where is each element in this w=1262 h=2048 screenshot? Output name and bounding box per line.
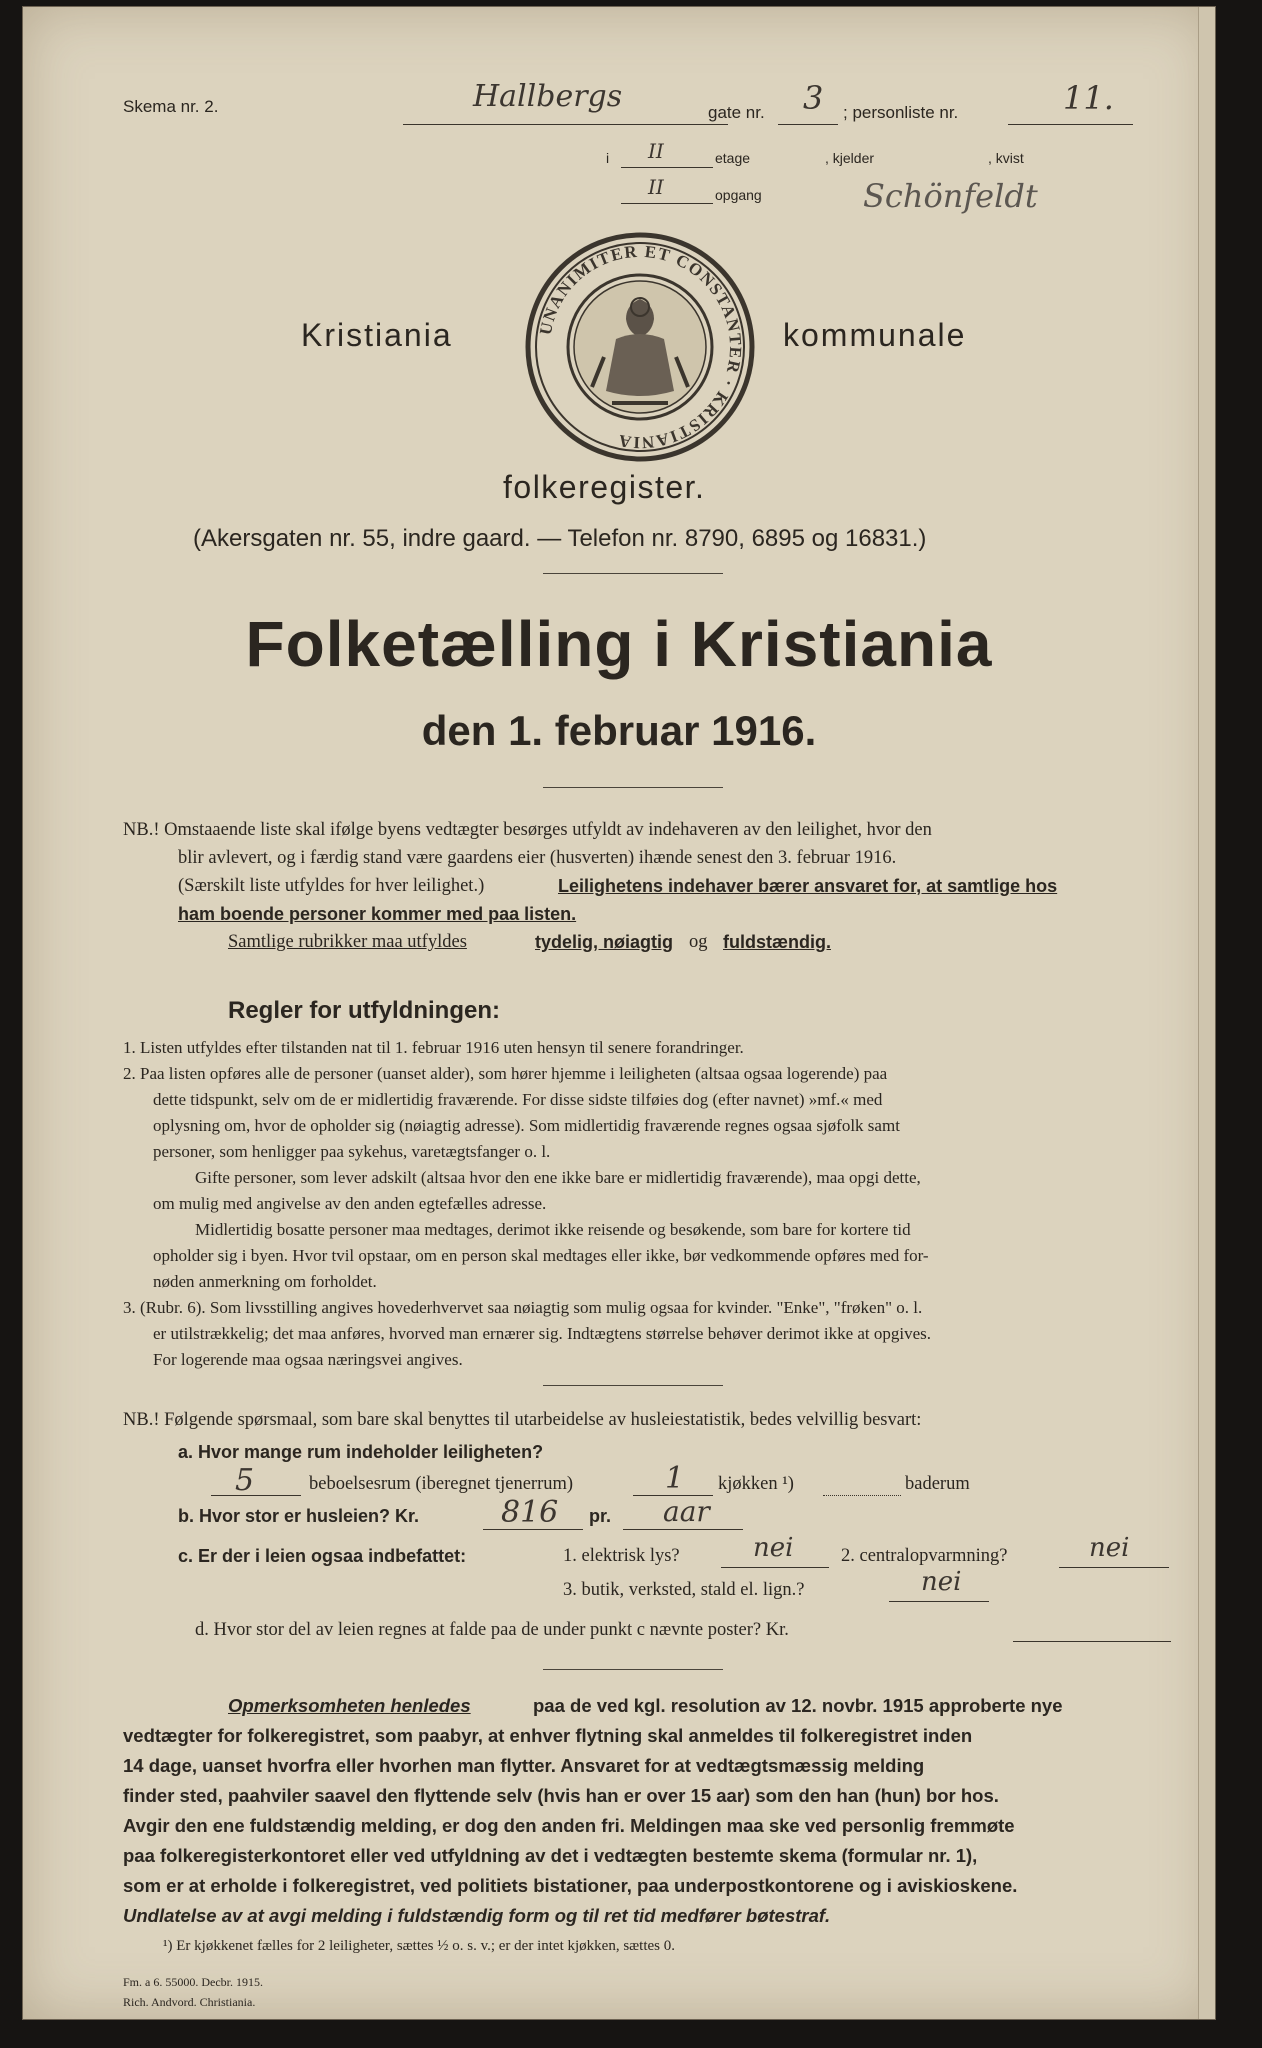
personliste-line — [1008, 124, 1133, 125]
document-date: den 1. februar 1916. — [421, 707, 817, 754]
notice-lead: Opmerksomheten henledes — [228, 1695, 471, 1716]
divider-2 — [543, 787, 723, 788]
entrance-handwritten: II — [648, 175, 664, 199]
c1-label: 1. elektrisk lys? — [563, 1546, 680, 1566]
nb1-line-3: (Særskilt liste utfyldes for hver leilighet.) — [178, 876, 485, 896]
entrance-line — [621, 203, 713, 204]
nb1-emphasis-2: ham boende personer kommer med paa listen. — [178, 904, 577, 924]
c1-handwritten: nei — [753, 1533, 794, 1563]
personliste-label: ; personliste nr. — [843, 103, 959, 122]
house-nr-handwritten: 3 — [803, 79, 824, 117]
floor-prefix: i — [606, 150, 610, 166]
divider-4 — [543, 1669, 723, 1670]
c3-line — [889, 1601, 989, 1602]
question-c: c. Er der i leien ogsaa indbefattet: — [178, 1546, 467, 1566]
notice-line-2: vedtægter for folkeregistret, som paabyr, at enhver flytning skal anmeldes til folkeregistret inden — [123, 1725, 973, 1746]
rule-line-9: opholder sig i byen. Hvor tvil opstaar, om en person skal medtages eller ikke, bør vedkommende opføres med for- — [153, 1246, 929, 1265]
footnote: ¹) Er kjøkkenet fælles for 2 leiligheter, sættes ½ o. s. v.; er der intet kjøkken, sættes 0. — [163, 1938, 675, 1954]
seal-left-word: Kristiania — [301, 317, 453, 353]
question-a: a. Hvor mange rum indeholder leiligheten? — [178, 1442, 544, 1462]
house-nr-line — [778, 124, 838, 125]
rent-period-handwritten: aar — [663, 1495, 710, 1528]
nb1-og: og — [689, 932, 708, 952]
c1-line — [721, 1567, 829, 1568]
nb2-intro: NB.! Følgende spørsmaal, som bare skal benyttes til utarbeidelse av husleiestatistik, bedes velvillig besvart: — [123, 1410, 922, 1430]
rule-line-8: Midlertidig bosatte personer maa medtages, derimot ikke reisende og besøkende, som bare for kortere tid — [195, 1220, 911, 1239]
rule-line-4: oplysning om, hvor de opholder sig (nøiagtig adresse). Som midlertidig fraværende regnes ogsaa sjøfolk samt — [153, 1116, 900, 1135]
schema-number: Skema nr. 2. — [123, 97, 219, 116]
census-form-page — [22, 6, 1216, 2020]
printer-line-1: Fm. a 6. 55000. Decbr. 1915. — [123, 1975, 263, 1989]
seal-right-word: kommunale — [783, 317, 967, 353]
kitchen-label: kjøkken ¹) — [718, 1474, 794, 1494]
registry-name: folkeregister. — [503, 469, 706, 505]
nb1-line-2: blir avlevert, og i færdig stand være gaardens eier (husverten) ihænde senest den 3. februar 1916. — [178, 848, 897, 868]
rule-line-3: dette tidspunkt, selv om de er midlertidig fraværende. For disse sidste tilføies dog (efter navnet) »mf.« med — [153, 1090, 883, 1109]
nb1-tydelig: tydelig, nøiagtig — [535, 932, 673, 952]
rent-period-line — [623, 1529, 743, 1530]
rule-line-11: 3. (Rubr. 6). Som livsstilling angives hovederhvervet saa nøiagtig som mulig ogsaa for kvinder. "Enke", "frøken" o. l. — [123, 1298, 923, 1317]
registry-address: (Akersgaten nr. 55, indre gaard. — Telefon nr. 8790, 6895 og 16831.) — [193, 525, 927, 552]
notice-line-6: paa folkeregisterkontoret eller ved utfyldning av det i vedtægten bestemte skema (formular nr. 1), — [123, 1845, 978, 1866]
c3-handwritten: nei — [921, 1567, 962, 1597]
rent-per-label: pr. — [589, 1506, 612, 1526]
divider-3 — [543, 1385, 723, 1386]
owner-handwritten: Schönfeldt — [863, 177, 1038, 215]
rule-line-7: om mulig med angivelse av den anden egtefælles adresse. — [153, 1194, 547, 1213]
rule-line-6: Gifte personer, som lever adskilt (altsaa hvor den ene ikke bare er midlertidig fraværende), maa opgi dette, — [195, 1168, 921, 1187]
d-line — [1013, 1641, 1171, 1642]
rule-line-2: 2. Paa listen opføres alle de personer (uanset alder), som hører hjemme i leiligheten (altsaa ogsaa logerende) paa — [123, 1064, 888, 1083]
document-title: Folketælling i Kristiania — [245, 608, 993, 680]
notice-line-4: finder sted, paahviler saavel den flyttende selv (hvis han er over 15 aar) som den han (hun) bor hos. — [123, 1785, 999, 1806]
street-label: gate nr. — [708, 103, 765, 122]
c2-line — [1059, 1567, 1169, 1568]
svg-text:UNANIMITER ET CONSTANTER · KRI — [536, 242, 745, 452]
bath-line — [823, 1495, 901, 1496]
nb1-line-6: Samtlige rubrikker maa utfyldes — [228, 932, 467, 952]
notice-line-8: Undlatelse av at avgi melding i fuldstændig form og til ret tid medfører bøtestraf. — [123, 1905, 831, 1926]
personliste-nr-handwritten: 11. — [1063, 79, 1114, 117]
seal-ring-textpath: UNANIMITER ET CONSTANTER · KRISTIANIA — [535, 241, 746, 453]
street-line — [403, 124, 728, 125]
divider-1 — [543, 573, 723, 574]
notice-line-5: Avgir den ene fuldstændig melding, er dog den anden fri. Meldingen maa ske ved personlig fremmøte — [123, 1815, 1015, 1836]
printer-line-2: Rich. Andvord. Christiania. — [123, 1995, 256, 2009]
paper-edge — [1198, 7, 1215, 2019]
entrance-label: opgang — [715, 187, 762, 203]
rooms-label: beboelsesrum (iberegnet tjenerrum) — [309, 1474, 574, 1494]
notice-line-3: 14 dage, uanset hvorfra eller hvorhen man flytter. Ansvaret for at vedtægtsmæssig melding — [123, 1755, 925, 1776]
question-d: d. Hvor stor del av leien regnes at falde paa de under punkt c nævnte poster? Kr. — [195, 1620, 789, 1640]
rule-line-1: 1. Listen utfyldes efter tilstanden nat til 1. februar 1916 uten hensyn til senere forandringer. — [123, 1038, 744, 1057]
rule-line-12: er utilstrækkelig; det maa anføres, hvorved man ernærer sig. Indtægtens størrelse behøver derimot ikke at opgives. — [153, 1324, 932, 1343]
floor-label: etage — [715, 150, 751, 166]
nb1-line-1: NB.! Omstaaende liste skal ifølge byens vedtægter besørges utfyldt av indehaveren av den leilighet, hvor den — [123, 820, 932, 840]
street-handwritten: Hallbergs — [473, 79, 623, 114]
seal-ring-text — [520, 227, 760, 467]
rent-handwritten: 816 — [501, 1495, 559, 1530]
rooms-line — [211, 1495, 301, 1496]
nb1-emphasis-1: Leilighetens indehaver bærer ansvaret for, at samtlige hos — [558, 876, 1058, 896]
c3-label: 3. butik, verksted, stald el. lign.? — [563, 1580, 805, 1600]
nb1-fuldstaendig: fuldstændig. — [723, 932, 831, 952]
attic-label: , kvist — [988, 150, 1024, 166]
rooms-handwritten: 5 — [235, 1463, 255, 1498]
rule-line-13: For logerende maa ogsaa næringsvei angives. — [153, 1350, 463, 1369]
notice-line-7: som er at erholde i folkeregistret, ved politiets bistationer, paa underpostkontorene og i aviskioskene. — [123, 1875, 1018, 1896]
floor-line — [621, 167, 713, 168]
rules-heading: Regler for utfyldningen: — [228, 997, 500, 1024]
question-b: b. Hvor stor er husleien? Kr. — [178, 1506, 420, 1526]
basement-label: , kjelder — [825, 150, 875, 166]
rule-line-5: personer, som henligger paa sykehus, varetægtsfanger o. l. — [153, 1142, 551, 1161]
floor-handwritten: II — [648, 139, 664, 163]
bath-label: baderum — [905, 1474, 970, 1494]
kitchen-handwritten: 1 — [665, 1461, 685, 1496]
c2-handwritten: nei — [1089, 1533, 1130, 1563]
c2-label: 2. centralopvarmning? — [841, 1546, 1008, 1566]
city-seal — [520, 227, 760, 467]
rule-line-10: nøden anmerkning om forholdet. — [153, 1272, 377, 1291]
notice-line-1: paa de ved kgl. resolution av 12. novbr. 1915 approberte nye — [533, 1695, 1063, 1716]
